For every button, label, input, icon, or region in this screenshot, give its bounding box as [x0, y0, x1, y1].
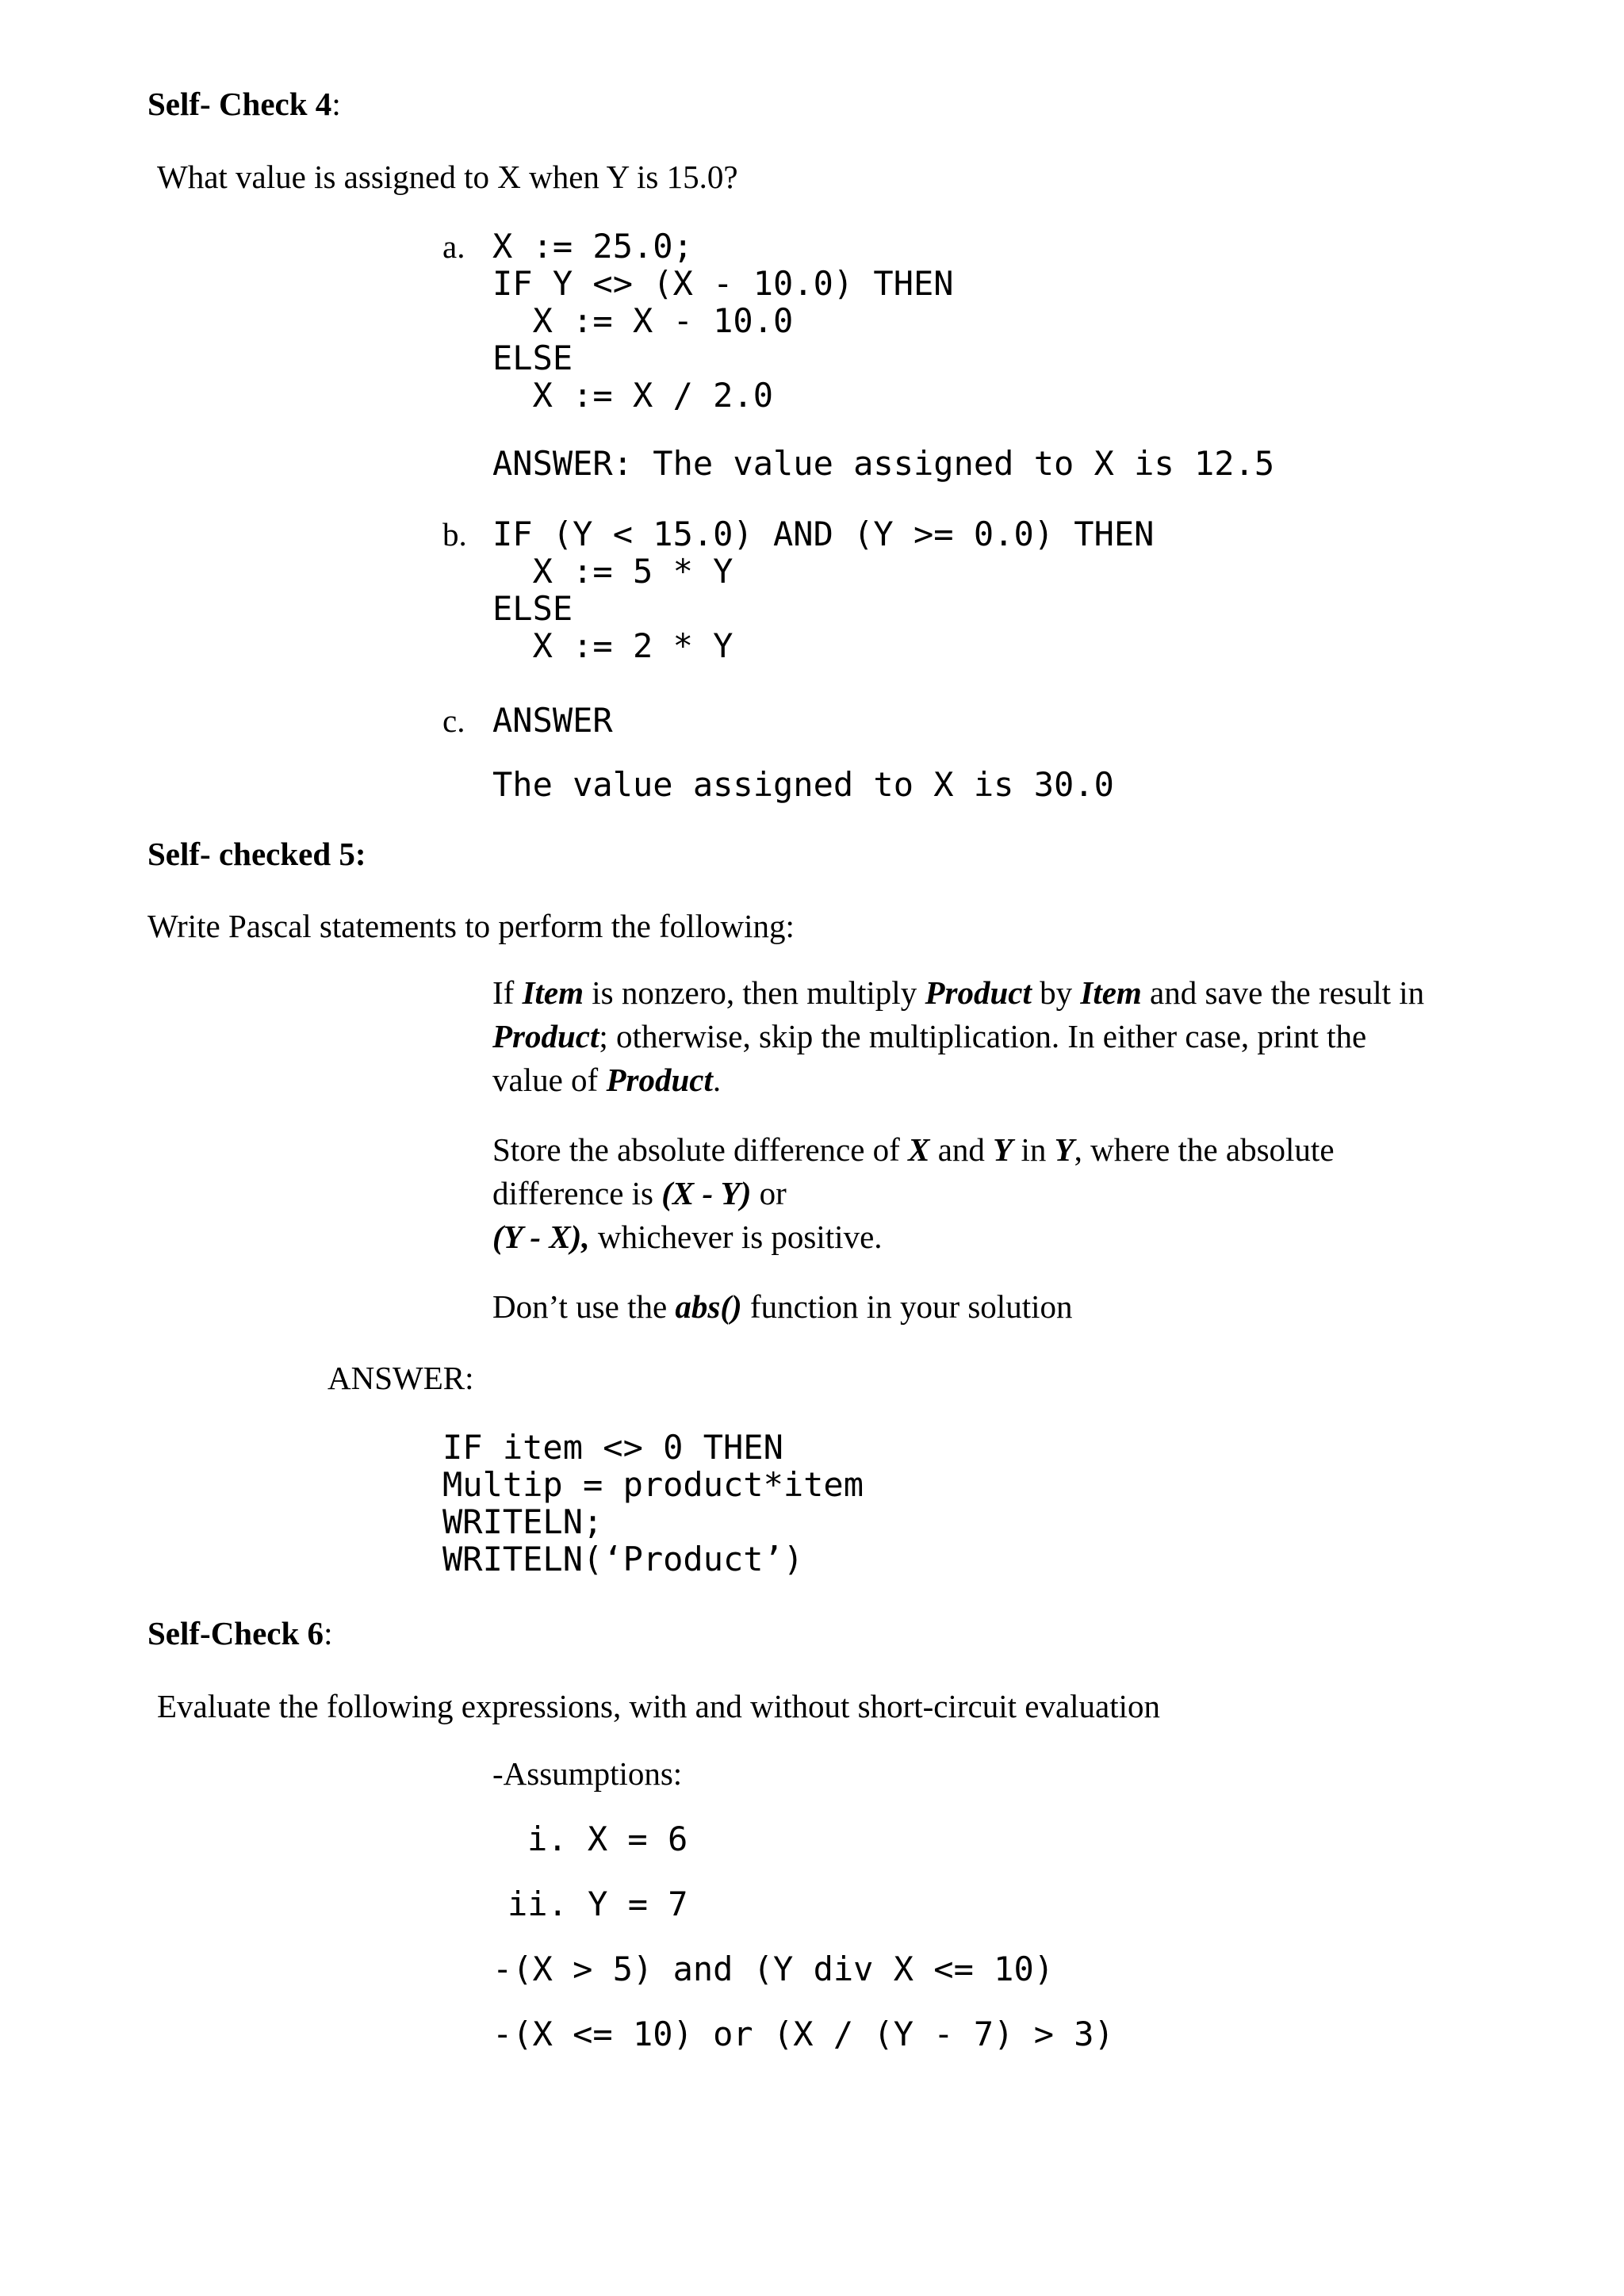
list-marker-a: a.: [442, 228, 465, 265]
evaluate-instruction: Evaluate the following expressions, with and without short-circuit evaluation: [157, 1688, 1161, 1724]
answer-code-block: IF item <> 0 THEN Multip = product*item WRITELN; WRITELN(‘Product’): [442, 1428, 864, 1578]
section-heading-self-check-4: Self- Check 4:: [147, 86, 341, 122]
assumption-ii: ii. Y = 7: [508, 1885, 688, 1923]
answer-c: The value assigned to X is 30.0: [492, 765, 1114, 804]
expression-2: -(X <= 10) or (X / (Y - 7) > 3): [492, 2015, 1114, 2053]
section-heading-self-check-6: Self-Check 6:: [147, 1615, 333, 1651]
instruction-text: Write Pascal statements to perform the following:: [147, 908, 795, 944]
task-paragraph-1: If Item is nonzero, then multiply Product by Item and save the result in Product; otherwise, skip the multiplication. In either case, print the value of Product.: [492, 974, 1425, 1098]
assumptions-label: -Assumptions:: [492, 1755, 683, 1792]
code-block-b: IF (Y < 15.0) AND (Y >= 0.0) THEN X := 5 * Y ELSE X := 2 * Y: [492, 515, 1155, 665]
expression-1: -(X > 5) and (Y div X <= 10): [492, 1950, 1055, 1988]
assumption-i: i. X = 6: [527, 1820, 688, 1858]
task-paragraph-3: Don’t use the abs() function in your solution: [492, 1288, 1073, 1325]
answer-a: ANSWER: The value assigned to X is 12.5: [492, 444, 1275, 483]
answer-label: ANSWER:: [327, 1360, 474, 1396]
section-heading-self-checked-5: Self- checked 5:: [147, 836, 366, 872]
question-text: What value is assigned to X when Y is 15.0?: [157, 159, 738, 195]
list-marker-b: b.: [442, 516, 467, 553]
list-marker-c: c.: [442, 702, 465, 739]
task-paragraph-2: Store the absolute difference of X and Y in Y, where the absolute difference is (X - Y) or (Y - X), whichever is positive.: [492, 1131, 1335, 1255]
code-block-a: X := 25.0; IF Y <> (X - 10.0) THEN X := X - 10.0 ELSE X := X / 2.0: [492, 227, 954, 415]
answer-label-c: ANSWER: [492, 701, 613, 740]
